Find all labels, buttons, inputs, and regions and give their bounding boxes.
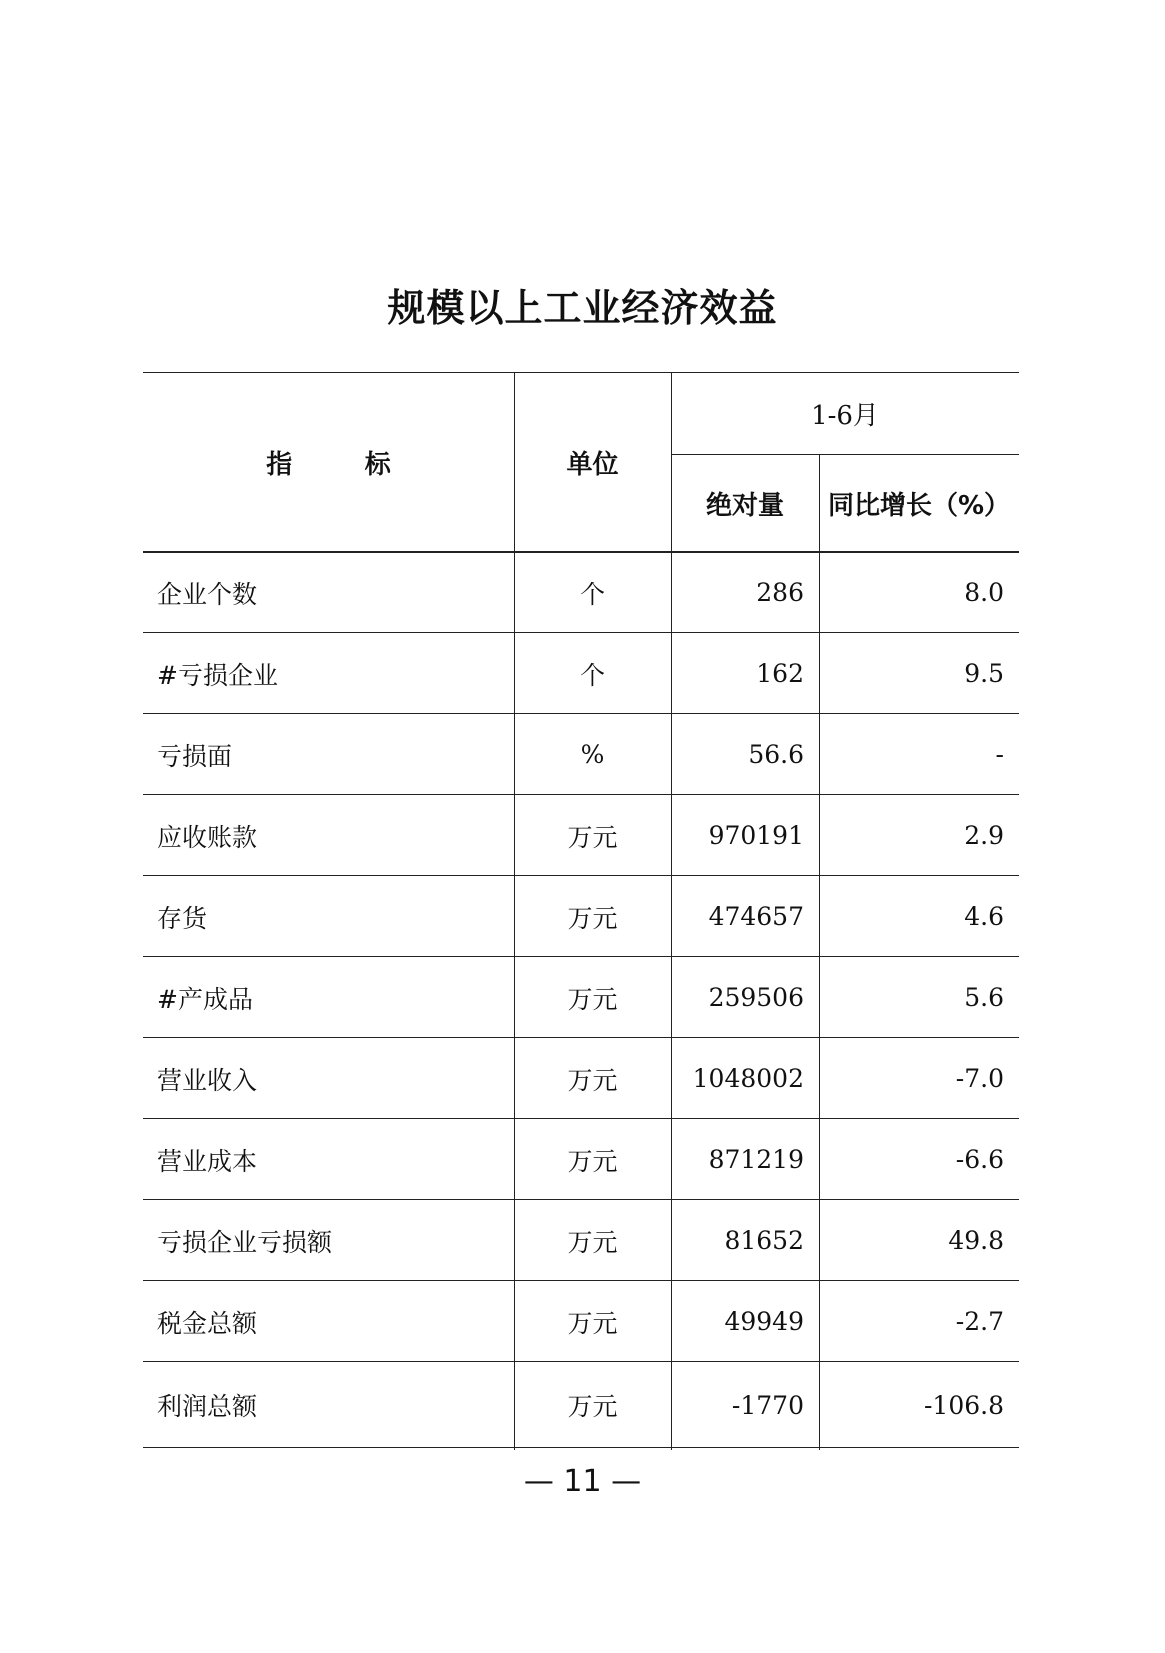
row-unit: 万元 (567, 1392, 618, 1421)
page-title: 规模以上工业经济效益 (387, 286, 778, 330)
row-name: 亏损面 (157, 741, 233, 771)
row-absolute: 259506 (708, 983, 804, 1012)
row-unit: 万元 (567, 1146, 618, 1176)
row-name: 存货 (157, 903, 208, 933)
row-unit: % (580, 740, 605, 769)
row-absolute: 162 (756, 659, 804, 688)
row-absolute: 286 (756, 578, 804, 607)
row-unit: 个 (579, 579, 605, 609)
row-rule (143, 1447, 1019, 1448)
row-unit: 万元 (567, 1065, 618, 1095)
row-name: 企业个数 (157, 579, 258, 609)
row-yoy: -2.7 (955, 1307, 1004, 1336)
row-name: 税金总额 (157, 1308, 258, 1338)
row-yoy: -7.0 (955, 1064, 1004, 1093)
row-yoy: - (995, 740, 1004, 769)
page-number: — 11 — (523, 1464, 642, 1499)
row-absolute: 81652 (724, 1226, 804, 1255)
row-unit: 万元 (567, 903, 618, 933)
header-unit: 单位 (566, 449, 619, 480)
row-yoy: 9.5 (964, 659, 1004, 688)
row-absolute: 871219 (708, 1145, 804, 1174)
row-name: 营业收入 (157, 1065, 258, 1095)
row-yoy: 49.8 (948, 1226, 1004, 1255)
row-unit: 万元 (567, 822, 618, 852)
row-unit: 万元 (567, 984, 618, 1014)
row-name: 营业成本 (157, 1146, 258, 1176)
row-unit: 个 (579, 660, 605, 690)
row-absolute: -1770 (731, 1390, 804, 1420)
row-yoy: 8.0 (964, 578, 1004, 607)
row-absolute: 49949 (724, 1307, 804, 1336)
row-absolute: 1048002 (692, 1064, 804, 1093)
row-name: 应收账款 (157, 822, 258, 852)
row-name: 利润总额 (157, 1392, 258, 1421)
row-absolute: 56.6 (748, 740, 804, 769)
row-name: 亏损企业亏损额 (157, 1227, 333, 1257)
row-yoy: 4.6 (964, 902, 1004, 931)
header-absolute: 绝对量 (705, 490, 784, 521)
header-indicator: 指 标 (266, 449, 391, 480)
row-absolute: 970191 (708, 821, 804, 850)
row-absolute: 474657 (708, 902, 804, 931)
row-name: #亏损企业 (157, 660, 278, 690)
row-unit: 万元 (567, 1227, 618, 1257)
header-yoy: 同比增长（%） (827, 490, 1011, 521)
row-yoy: -6.6 (955, 1145, 1004, 1174)
row-name: #产成品 (157, 984, 253, 1014)
statistics-table (143, 372, 1019, 1450)
header-period: 1-6月 (811, 400, 879, 431)
row-unit: 万元 (567, 1308, 618, 1338)
row-yoy: -106.8 (923, 1390, 1004, 1420)
row-yoy: 2.9 (964, 821, 1004, 850)
row-yoy: 5.6 (964, 983, 1004, 1012)
